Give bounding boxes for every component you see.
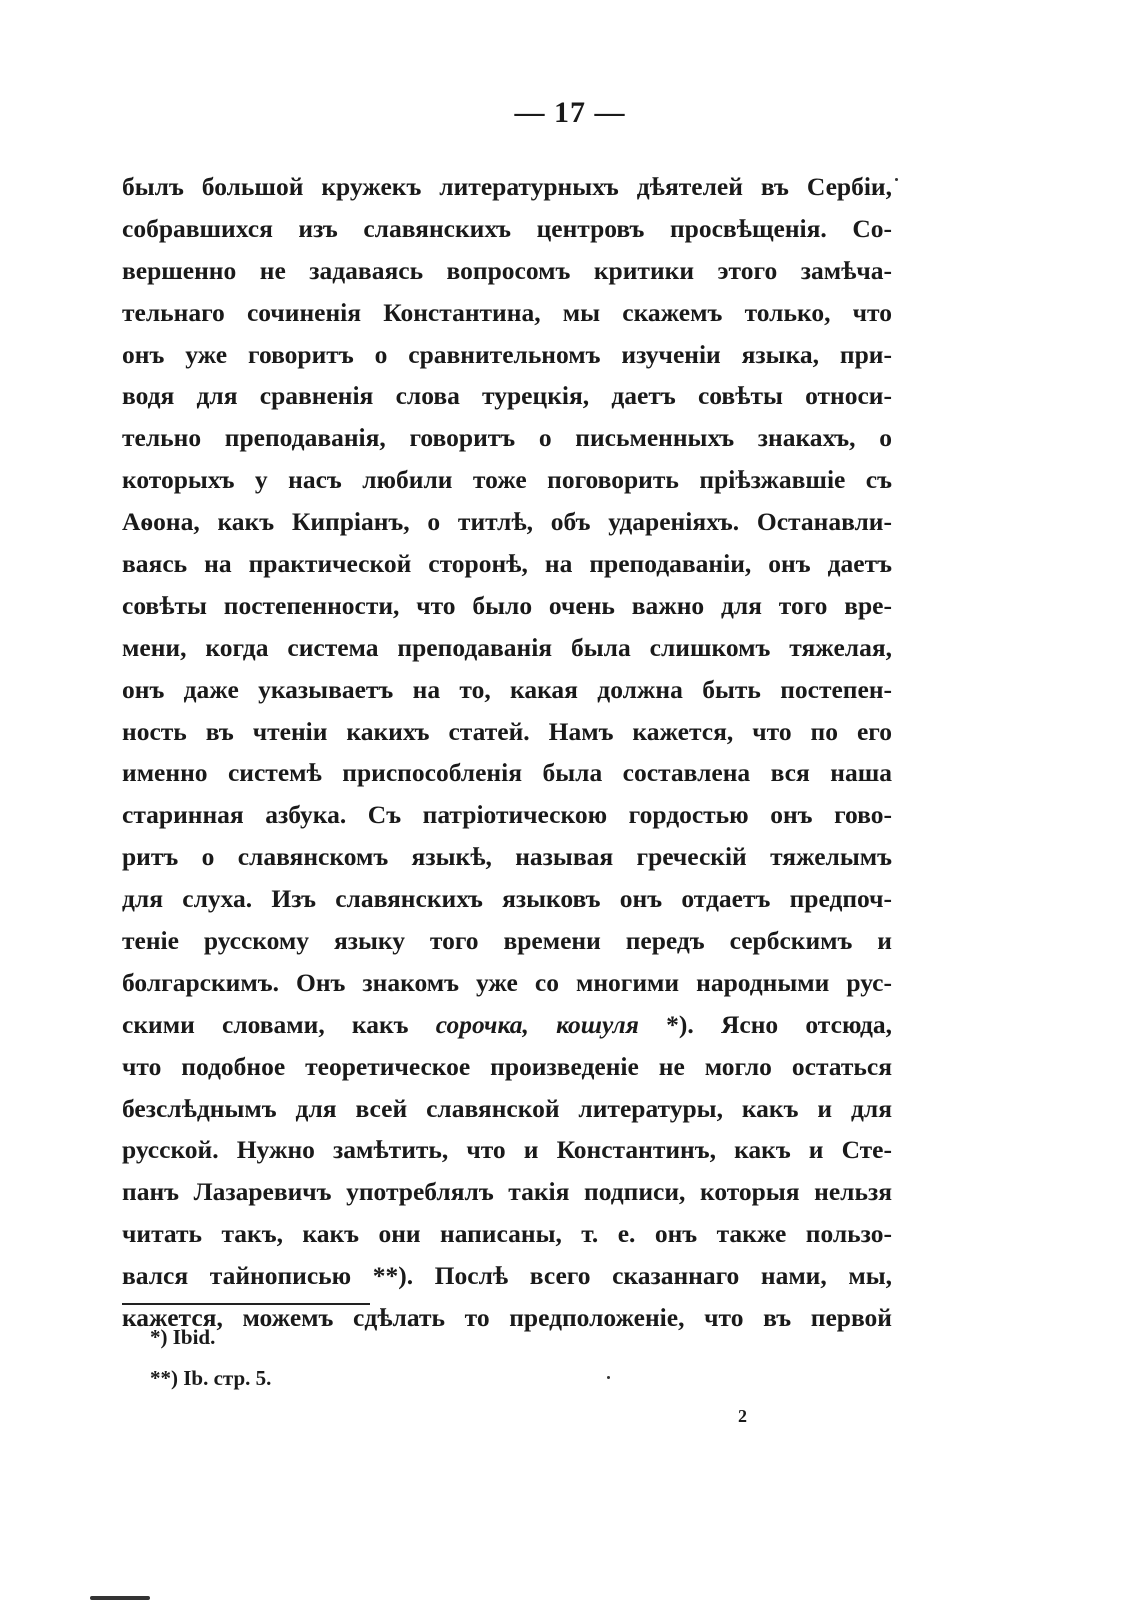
text-line: теніе русскому языку того времени передъ сербскимъ и [122,926,892,956]
text-line: русской. Нужно замѣтить, что и Константинъ, какъ и Сте- [122,1135,892,1165]
text-line: мени, когда система преподаванія была слишкомъ тяжелая, [122,632,892,662]
scan-speck [607,1376,610,1379]
body-text [122,166,892,1339]
text-line: ваясь на практической сторонѣ, на преподаваніи, онъ даетъ [122,549,892,579]
footnote-separator [122,1303,370,1305]
text-line: Аѳона, какъ Кипріанъ, о титлѣ, объ удареніяхъ. Останавли- [122,507,892,537]
text-fragment: скими словами, какъ [122,1009,436,1039]
scan-edge-mark [90,1596,150,1600]
text-fragment: *). Ясно отсюда, [638,1009,893,1039]
text-line: собравшихся изъ славянскихъ центровъ просвѣщенія. Со- [122,213,892,243]
text-line: именно системѣ приспособленія была составлена вся наша [122,758,892,788]
text-line: ритъ о славянскомъ языкѣ, называя греческій тяжелымъ [122,842,892,872]
italic-word: сорочка, [435,1009,557,1039]
text-line: что подобное теоретическое произведеніе не могло остаться [122,1051,892,1081]
text-line: тельнаго сочиненія Константина, мы скажемъ только, что [122,297,892,327]
text-line: безслѣднымъ для всей славянской литературы, какъ и для [122,1093,892,1123]
text-line: водя для сравненія слова турецкія, даетъ совѣты относи- [122,381,892,411]
text-line: читать такъ, какъ они написаны, т. е. онъ также пользо- [122,1219,892,1249]
printer-signature-mark: 2 [738,1406,747,1426]
text-line: вершенно не задаваясь вопросомъ критики этого замѣча- [122,255,892,285]
text-line: тельно преподаванія, говоритъ о письменныхъ знакахъ, о [122,423,892,453]
footnote: **) Ib. стр. 5. [150,1366,272,1390]
text-line: ность въ чтеніи какихъ статей. Намъ кажется, что по его [122,716,892,746]
text-line: болгарскимъ. Онъ знакомъ уже со многими народными рус- [122,967,892,997]
text-line: которыхъ у насъ любили тоже поговорить пріѣзжавшіе съ [122,465,892,495]
text-line: для слуха. Изъ славянскихъ языковъ онъ отдаетъ предпоч- [122,884,892,914]
text-line: онъ уже говоритъ о сравнительномъ изученіи языка, при- [122,339,892,369]
text-line: былъ большой кружекъ литературныхъ дѣятелей въ Сербіи, [122,172,892,201]
footnote: *) Ibid. [150,1325,216,1349]
italic-word: кошуля [556,1009,639,1039]
text-line: старинная азбука. Съ патріотическою гордостью онъ гово- [122,800,892,830]
page-number: — 17 — [514,96,626,129]
text-line: панъ Лазаревичъ употреблялъ такія подписи, которыя нельзя [122,1177,892,1207]
text-line: вался тайнописью **). Послѣ всего сказаннаго нами, мы, [122,1261,892,1291]
text-line: онъ даже указываетъ на то, какая должна быть постепен- [122,674,892,704]
text-line-with-italics [122,1004,892,1046]
text-line: кажется, можемъ сдѣлать то предположеніе, что въ первой [122,1303,892,1333]
text-line: совѣты постепенности, что было очень важно для того вре- [122,590,892,620]
scan-speck [895,178,898,181]
